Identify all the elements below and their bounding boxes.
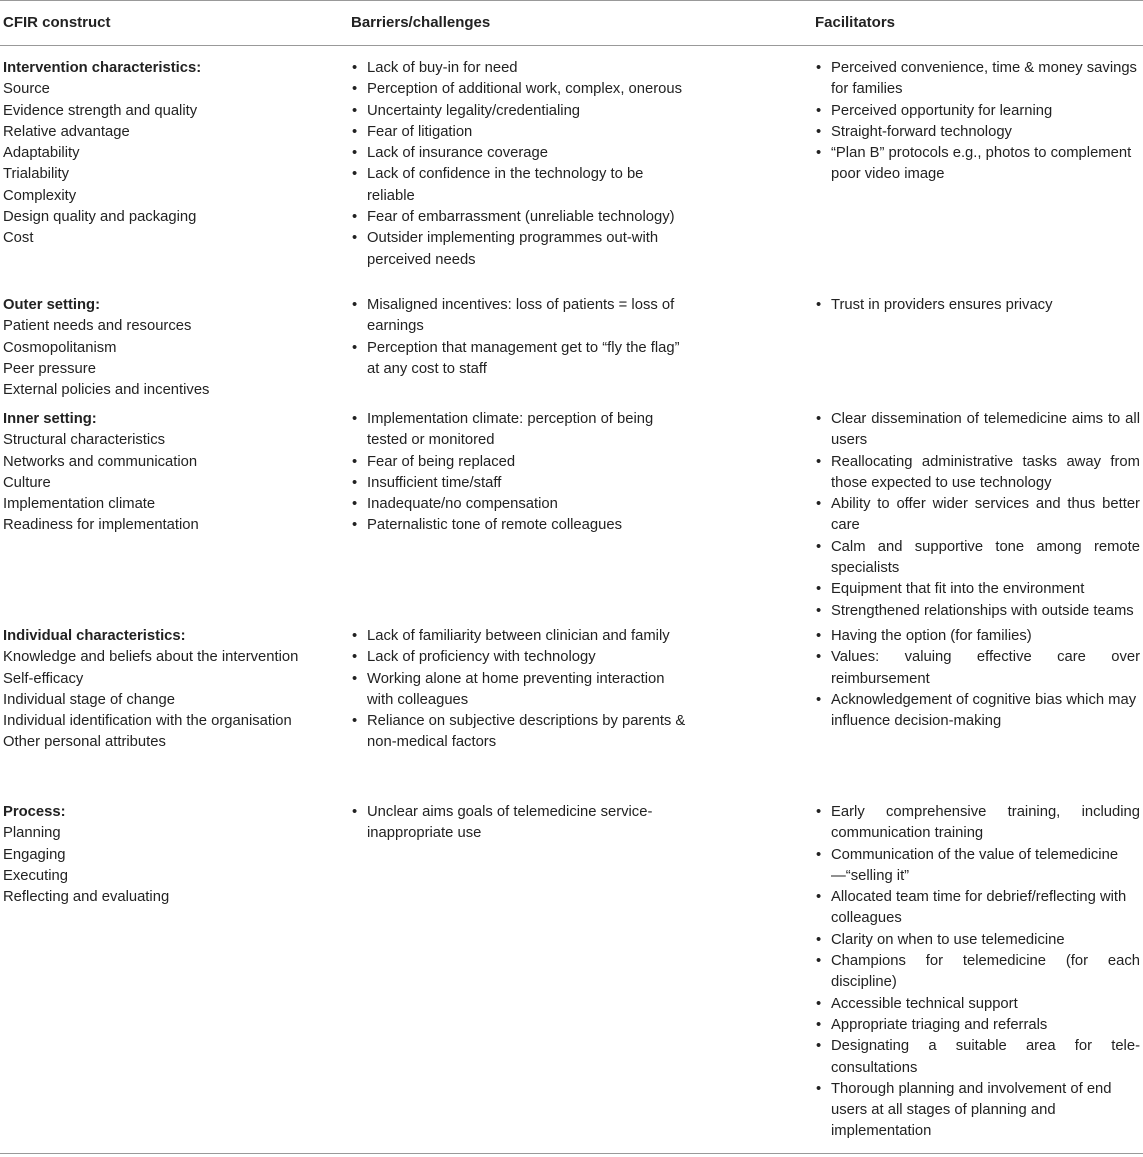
barrier-item: • Perception of additional work, complex, onerous — [351, 79, 691, 100]
barrier-item: • Working alone at home preventing interaction with colleagues — [351, 669, 691, 712]
facilitators-list — [815, 409, 1140, 622]
facilitator-item: • Designating a suitable area for tele-consultations — [815, 1036, 1140, 1079]
construct-cell — [3, 409, 333, 537]
construct-item: Engaging — [3, 846, 66, 863]
header-barriers: Barriers/challenges — [351, 14, 491, 31]
construct-item: Relative advantage — [3, 123, 130, 140]
facilitator-item: • Accessible technical support — [815, 994, 1140, 1015]
construct-item: Knowledge and beliefs about the intervention — [3, 649, 299, 666]
barrier-item: • Inadequate/no compensation — [351, 494, 691, 515]
construct-cell — [3, 802, 333, 908]
barrier-item: • Lack of insurance coverage — [351, 143, 691, 164]
construct-item: Patient needs and resources — [3, 318, 192, 335]
construct-item: External policies and incentives — [3, 382, 210, 399]
construct-title: Individual characteristics: — [3, 628, 186, 644]
barrier-item: • Unclear aims goals of telemedicine service-inappropriate use — [351, 802, 691, 845]
facilitators-cell — [815, 295, 1140, 316]
header-cfir-construct: CFIR construct — [3, 14, 111, 31]
barriers-list — [351, 626, 691, 754]
facilitators-list — [815, 58, 1140, 186]
facilitator-item: • Champions for telemedicine (for each discipline) — [815, 951, 1140, 994]
construct-item: Source — [3, 81, 50, 98]
construct-title: Inner setting: — [3, 411, 97, 427]
facilitators-list — [815, 295, 1140, 316]
table-row — [0, 800, 1143, 1150]
construct-item: Peer pressure — [3, 360, 96, 377]
header-facilitators: Facilitators — [815, 14, 896, 31]
construct-title: Outer setting: — [3, 297, 101, 313]
construct-item: Readiness for implementation — [3, 517, 199, 534]
barrier-item: • Implementation climate: perception of being tested or monitored — [351, 409, 691, 452]
barrier-item: • Paternalistic tone of remote colleagues — [351, 515, 691, 536]
barrier-item: • Uncertainty legality/credentialing — [351, 101, 691, 122]
construct-item: Other personal attributes — [3, 734, 166, 751]
barrier-item: • Fear of embarrassment (unreliable technology) — [351, 207, 691, 228]
barrier-item: • Lack of familiarity between clinician and family — [351, 626, 691, 647]
facilitator-item: • Communication of the value of telemedicine—“selling it” — [815, 845, 1140, 888]
barriers-cell — [351, 802, 691, 845]
barrier-item: • Fear of being replaced — [351, 452, 691, 473]
facilitator-item: • Straight-forward technology — [815, 122, 1140, 143]
construct-item: Structural characteristics — [3, 432, 165, 449]
facilitators-list — [815, 626, 1140, 732]
facilitator-item: • Acknowledgement of cognitive bias which may influence decision-making — [815, 690, 1140, 733]
construct-item: Complexity — [3, 187, 77, 204]
construct-cell — [3, 58, 333, 250]
facilitator-item: • Values: valuing effective care over reimbursement — [815, 647, 1140, 690]
construct-item: Adaptability — [3, 145, 80, 162]
facilitators-cell — [815, 626, 1140, 732]
construct-item: Self-efficacy — [3, 670, 84, 687]
facilitator-item: • Calm and supportive tone among remote specialists — [815, 537, 1140, 580]
facilitator-item: • Perceived opportunity for learning — [815, 101, 1140, 122]
barriers-cell — [351, 626, 691, 754]
facilitator-item: • Thorough planning and involvement of end users at all stages of planning and implementation — [815, 1079, 1140, 1143]
construct-item: Networks and communication — [3, 453, 198, 470]
barriers-cell — [351, 295, 691, 380]
construct-item: Design quality and packaging — [3, 209, 197, 226]
facilitators-cell — [815, 802, 1140, 1143]
construct-item: Individual identification with the organisation — [3, 713, 292, 730]
facilitator-item: • Perceived convenience, time & money savings for families — [815, 58, 1140, 101]
construct-item: Reflecting and evaluating — [3, 889, 170, 906]
facilitator-item: • Equipment that fit into the environment — [815, 579, 1140, 600]
facilitator-item: • Strengthened relationships with outside teams — [815, 601, 1140, 622]
facilitator-item: • Early comprehensive training, including communication training — [815, 802, 1140, 845]
barrier-item: • Misaligned incentives: loss of patients = loss of earnings — [351, 295, 691, 338]
construct-title: Process: — [3, 804, 66, 820]
facilitators-list — [815, 802, 1140, 1143]
construct-cell — [3, 295, 333, 401]
table-row — [0, 46, 1143, 286]
barrier-item: • Lack of proficiency with technology — [351, 647, 691, 668]
facilitator-item: • Reallocating administrative tasks away from those expected to use technology — [815, 452, 1140, 495]
table-header — [0, 0, 1143, 46]
construct-item: Planning — [3, 825, 61, 842]
barrier-item: • Outsider implementing programmes out-with perceived needs — [351, 228, 691, 271]
facilitator-item: • Allocated team time for debrief/reflecting with colleagues — [815, 887, 1140, 930]
barriers-list — [351, 802, 691, 845]
construct-item: Culture — [3, 474, 51, 491]
barrier-item: • Insufficient time/staff — [351, 473, 691, 494]
construct-item: Implementation climate — [3, 496, 156, 513]
table-row — [0, 624, 1143, 800]
construct-item: Executing — [3, 867, 68, 884]
table-row — [0, 400, 1143, 624]
table-bottom-rule — [0, 1153, 1143, 1154]
facilitator-item: • Trust in providers ensures privacy — [815, 295, 1140, 316]
barriers-list — [351, 58, 691, 271]
barrier-item: • Reliance on subjective descriptions by parents & non-medical factors — [351, 711, 691, 754]
barriers-list — [351, 295, 691, 380]
facilitators-cell — [815, 58, 1140, 186]
barriers-list — [351, 409, 691, 537]
barriers-cell — [351, 409, 691, 537]
barrier-item: • Lack of buy-in for need — [351, 58, 691, 79]
barrier-item: • Perception that management get to “fly the flag” at any cost to staff — [351, 338, 691, 381]
barrier-item: • Fear of litigation — [351, 122, 691, 143]
table-row — [0, 286, 1143, 400]
facilitator-item: • Clear dissemination of telemedicine aims to all users — [815, 409, 1140, 452]
construct-item: Trialability — [3, 166, 70, 183]
facilitator-item: • Appropriate triaging and referrals — [815, 1015, 1140, 1036]
construct-item: Cost — [3, 230, 34, 247]
construct-cell — [3, 626, 333, 754]
facilitator-item: • “Plan B” protocols e.g., photos to complement poor video image — [815, 143, 1140, 186]
barriers-cell — [351, 58, 691, 271]
construct-item: Cosmopolitanism — [3, 339, 117, 356]
barrier-item: • Lack of confidence in the technology to be reliable — [351, 164, 691, 207]
facilitator-item: • Ability to offer wider services and thus better care — [815, 494, 1140, 537]
facilitator-item: • Clarity on when to use telemedicine — [815, 930, 1140, 951]
facilitator-item: • Having the option (for families) — [815, 626, 1140, 647]
construct-item: Individual stage of change — [3, 691, 175, 708]
facilitators-cell — [815, 409, 1140, 622]
construct-title: Intervention characteristics: — [3, 60, 202, 76]
construct-item: Evidence strength and quality — [3, 102, 198, 119]
